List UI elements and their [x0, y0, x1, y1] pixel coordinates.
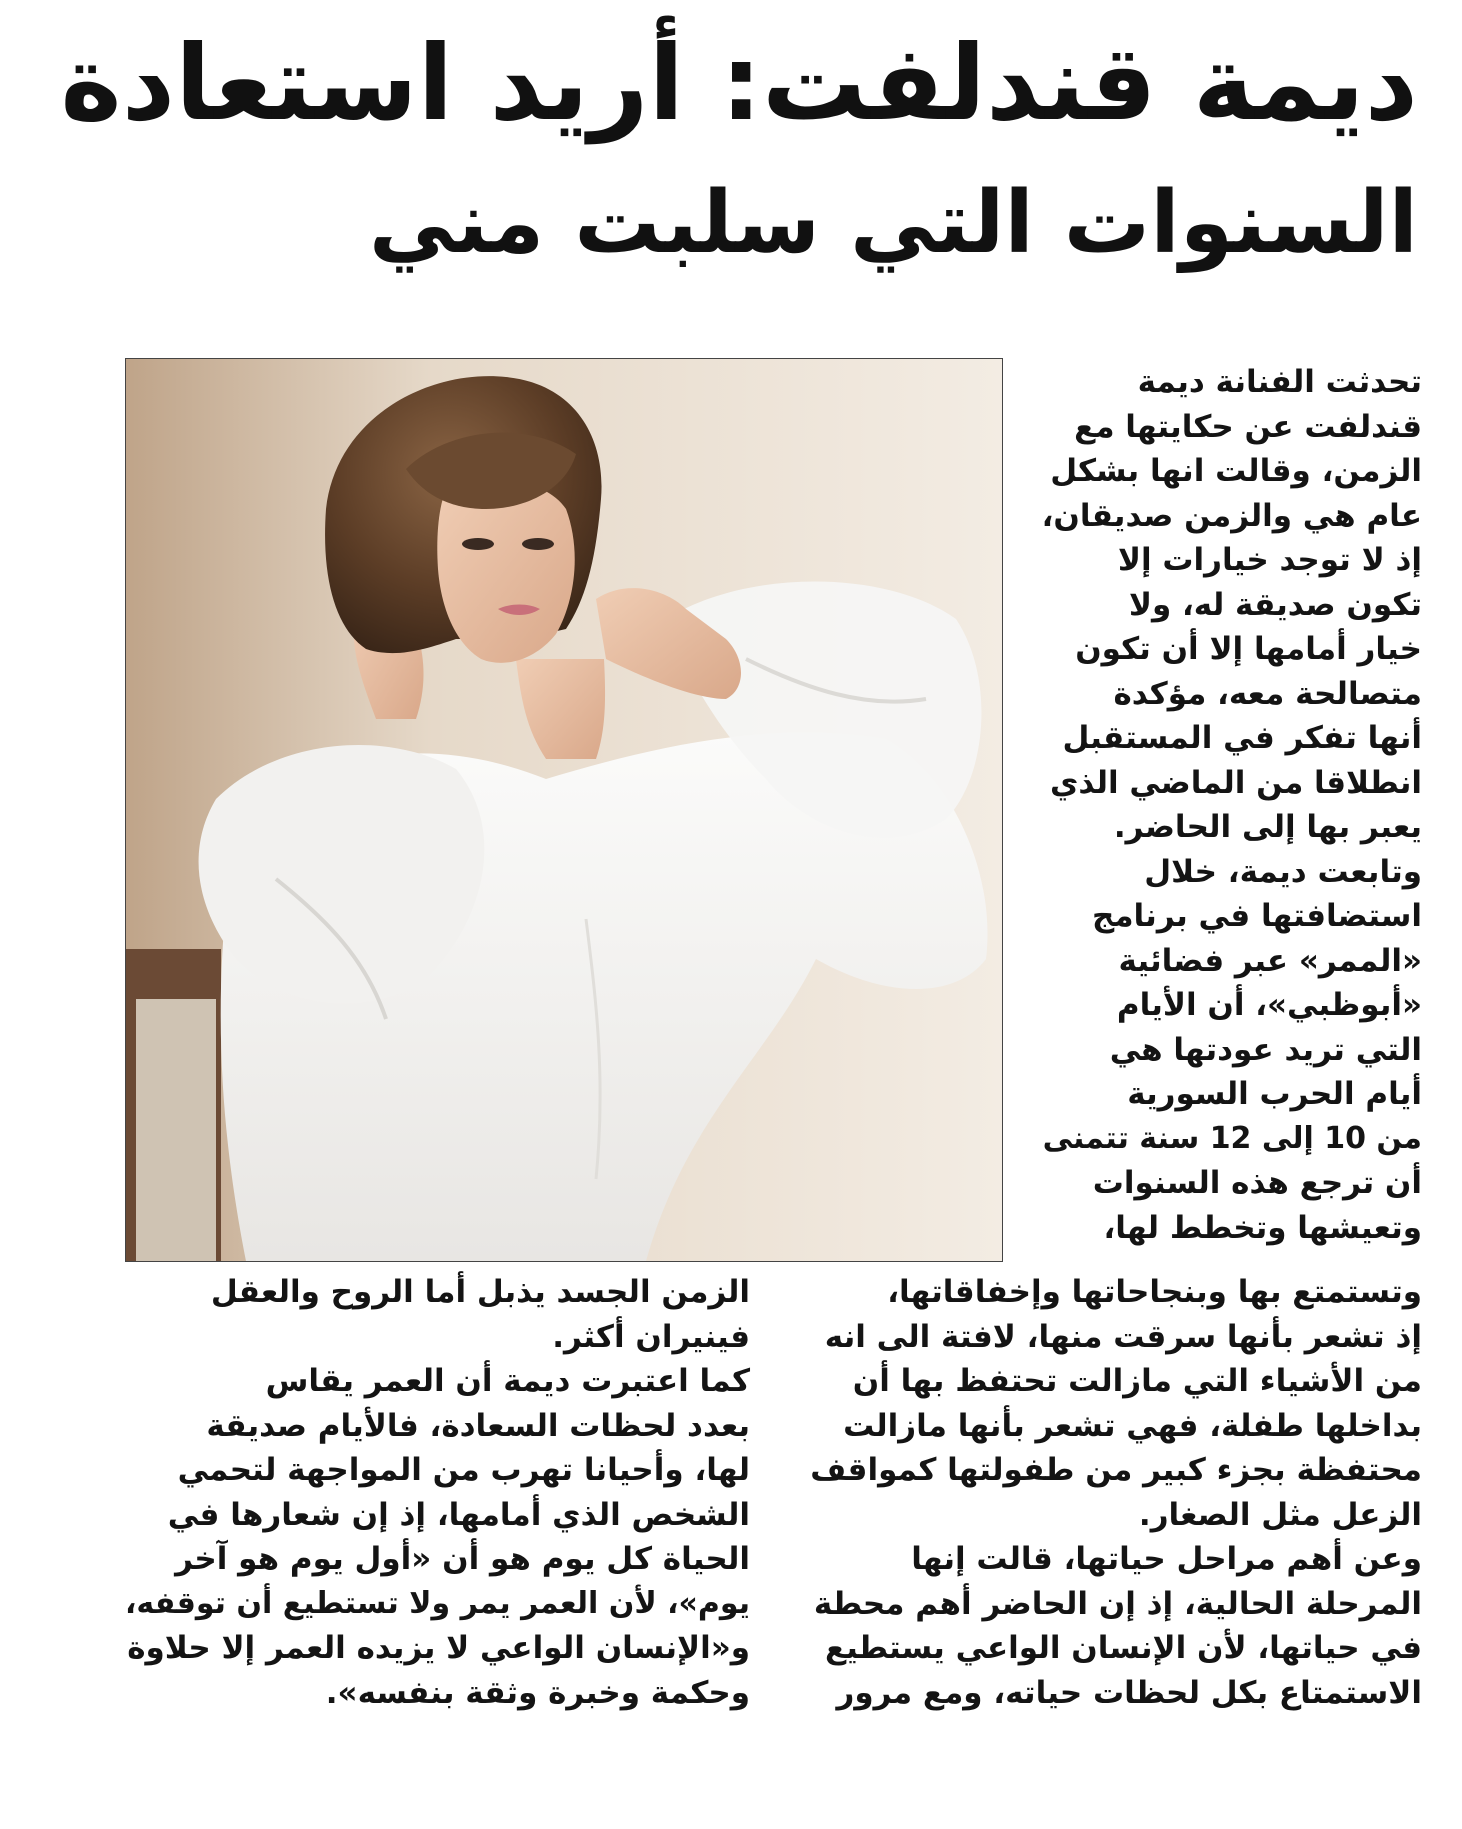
article-line: وعن أهم مراحل حياتها، قالت إنها [911, 1541, 1422, 1577]
article-line: من الأشياء التي مازالت تحتفظ بها أن [852, 1363, 1422, 1399]
article-line: تحدثت الفنانة ديمة [1137, 364, 1422, 400]
article-column-right-top [1037, 360, 1422, 1250]
article-line: المرحلة الحالية، إذ إن الحاضر أهم محطة [813, 1585, 1422, 1622]
article-line: يعبر بها إلى الحاضر. [1113, 809, 1422, 845]
article-line: انطلاقا من الماضي الذي [1050, 764, 1422, 801]
article-line: إذ تشعر بأنها سرقت منها، لافتة الى انه [824, 1318, 1422, 1355]
article-line: الاستمتاع بكل لحظات حياته، ومع مرور [836, 1674, 1422, 1711]
article-line: أن ترجع هذه السنوات [1092, 1165, 1422, 1201]
article-line: تكون صديقة له، ولا [1128, 586, 1422, 623]
article-line: و«الإنسان الواعي لا يزيده العمر إلا حلاوة [127, 1630, 750, 1666]
article-line: وتستمتع بها وبنجاحاتها وإخفاقاتها، [887, 1274, 1422, 1310]
article-line: فينيران أكثر. [552, 1318, 750, 1355]
article-column-right-bottom [732, 1270, 1422, 1715]
article-line: وتعيشها وتخطط لها، [1103, 1209, 1422, 1246]
article-line: الزمن الجسد يذبل أما الروح والعقل [210, 1274, 750, 1310]
article-line: إذ لا توجد خيارات إلا [1117, 542, 1422, 578]
article-line: عام هي والزمن صديقان، [1041, 497, 1422, 534]
article-photo [125, 358, 1003, 1262]
article-line: من 10 إلى 12 سنة تتمنى [1042, 1120, 1422, 1156]
article-line: قندلفت عن حكايتها مع [1074, 408, 1422, 445]
article-line: بداخلها طفلة، فهي تشعر بأنها مازالت [843, 1407, 1422, 1444]
headline-line-2: السنوات التي سلبت مني [368, 173, 1418, 273]
article-line: في حياتها، لأن الإنسان الواعي يستطيع [824, 1630, 1422, 1666]
article-line: خيار أمامها إلا أن تكون [1075, 631, 1422, 667]
article-line: «أبوظبي»، أن الأيام [1116, 987, 1422, 1023]
article-line: الحياة كل يوم هو أن «أول يوم هو آخر [175, 1541, 750, 1577]
article-line: محتفظة بجزء كبير من طفولتها كمواقف [810, 1452, 1422, 1488]
headline-line-1: ديمة قندلفت: أريد استعادة [60, 22, 1418, 144]
portrait-illustration [126, 359, 1002, 1261]
article-line: استضافتها في برنامج [1092, 898, 1422, 934]
article-line: التي تريد عودتها هي [1109, 1031, 1422, 1068]
article-line: الزعل مثل الصغار. [1138, 1496, 1422, 1533]
article-line: كما اعتبرت ديمة أن العمر يقاس [265, 1363, 750, 1399]
article-line: «الممر» عبر فضائية [1118, 942, 1422, 979]
article-line: الشخص الذي أمامها، إذ إن شعارها في [167, 1496, 750, 1533]
article-line: الزمن، وقالت انها بشكل [1050, 453, 1422, 489]
article-line: أنها تفكر في المستقبل [1062, 720, 1422, 756]
article-line: بعدد لحظات السعادة، فالأيام صديقة [206, 1407, 750, 1444]
article-line: لها، وأحيانا تهرب من المواجهة لتحمي [177, 1452, 750, 1488]
article-line: وتابعت ديمة، خلال [1144, 853, 1422, 890]
article-line: وحكمة وخبرة وثقة بنفسه». [325, 1674, 750, 1711]
article-column-left-bottom [125, 1270, 750, 1715]
article-line: أيام الحرب السورية [1127, 1076, 1422, 1112]
article-line: متصالحة معه، مؤكدة [1113, 675, 1422, 712]
article-line: يوم»، لأن العمر يمر ولا تستطيع أن توقفه، [125, 1585, 750, 1621]
